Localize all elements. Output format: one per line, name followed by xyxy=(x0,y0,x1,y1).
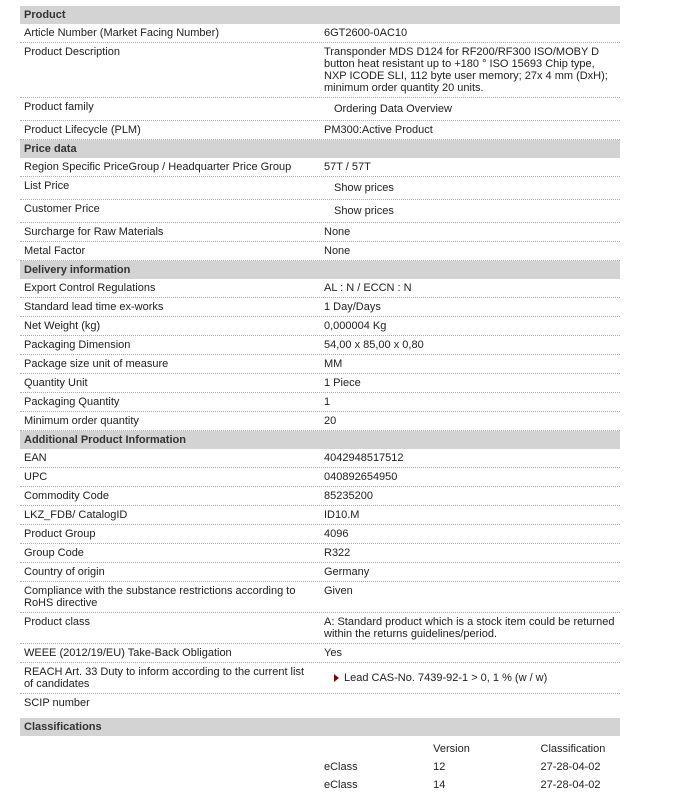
row-value: R322 xyxy=(324,547,351,559)
row-label: Compliance with the substance restrictions according to RoHS directive xyxy=(24,585,296,609)
row-commodity-code xyxy=(20,487,620,506)
row-label: Packaging Dimension xyxy=(24,339,131,351)
row-label: Standard lead time ex-works xyxy=(24,301,164,313)
row-value: ID10.M xyxy=(324,509,360,521)
row-value: Transponder MDS D124 for RF200/RF300 ISO/MOBY D button heat resistant up to +180 ° ISO 15693 Chip type, NXP ICODE SLI, 112 byte user memory; 27x 4 mm (DxH); minimum order quantity 20 units. xyxy=(324,46,608,94)
row-label: Packaging Quantity xyxy=(24,396,120,408)
row-customer-price xyxy=(20,200,620,223)
row-value: MM xyxy=(324,358,343,370)
row-label: Minimum order quantity xyxy=(24,415,139,427)
classification-version: 14 xyxy=(433,779,446,791)
row-label: SCIP number xyxy=(24,697,90,709)
product-data-table xyxy=(20,6,620,794)
classification-row xyxy=(324,758,620,776)
row-group-code xyxy=(20,544,620,563)
section-header-product: Product xyxy=(20,6,620,24)
row-scip-number xyxy=(20,694,620,718)
classification-row xyxy=(324,776,620,794)
row-standard-lead-time-ex-works xyxy=(20,298,620,317)
row-value: None xyxy=(324,245,351,257)
row-value[interactable] xyxy=(320,663,620,693)
row-value xyxy=(320,694,620,712)
row-ean xyxy=(20,449,620,468)
classification-system: eClass xyxy=(324,761,358,773)
row-label: Net Weight (kg) xyxy=(24,320,101,332)
row-export-control-regulations xyxy=(20,279,620,298)
row-product-class xyxy=(20,613,620,644)
row-value: 0,000004 Kg xyxy=(324,320,387,332)
section-header-price-data: Price data xyxy=(20,140,620,158)
row-label: REACH Art. 33 Duty to inform according to the current list of candidates xyxy=(24,666,305,690)
row-value: AL : N / ECCN : N xyxy=(324,282,412,294)
row-upc xyxy=(20,468,620,487)
row-value[interactable]: Show prices xyxy=(334,205,394,217)
row-product-description xyxy=(20,43,620,98)
row-value: None xyxy=(324,226,351,238)
row-value: Given xyxy=(324,585,353,597)
reach-substance-link[interactable]: Lead CAS-No. 7439-92-1 > 0, 1 % (w / w) xyxy=(344,672,548,684)
row-quantity-unit xyxy=(20,374,620,393)
row-value: 040892654950 xyxy=(324,471,398,483)
classifications-header-row xyxy=(324,740,620,758)
row-label: WEEE (2012/19/EU) Take-Back Obligation xyxy=(24,647,232,659)
row-label: UPC xyxy=(24,471,48,483)
row-country-of-origin xyxy=(20,563,620,582)
classifications-table xyxy=(324,740,620,794)
classification-version: 12 xyxy=(433,761,446,773)
row-label: List Price xyxy=(24,180,70,192)
row-label: Product Group xyxy=(24,528,96,540)
row-value: 1 xyxy=(324,396,331,408)
row-surcharge-for-raw-materials xyxy=(20,223,620,242)
row-value: PM300:Active Product xyxy=(324,124,433,136)
col-header-classification: Classification xyxy=(540,743,606,755)
row-label: Export Control Regulations xyxy=(24,282,156,294)
row-product-group xyxy=(20,525,620,544)
row-label: Article Number (Market Facing Number) xyxy=(24,27,219,39)
row-label: EAN xyxy=(24,452,47,464)
row-article-number-market-facing-number xyxy=(20,24,620,43)
row-metal-factor xyxy=(20,242,620,261)
row-value[interactable]: Show prices xyxy=(334,182,394,194)
row-net-weight-kg xyxy=(20,317,620,336)
row-value: 4096 xyxy=(324,528,349,540)
row-label: Customer Price xyxy=(24,203,100,215)
row-label: Metal Factor xyxy=(24,245,86,257)
row-label: Package size unit of measure xyxy=(24,358,169,370)
row-label: Product Description xyxy=(24,46,120,58)
row-value: 54,00 x 85,00 x 0,80 xyxy=(324,339,424,351)
row-minimum-order-quantity xyxy=(20,412,620,431)
row-region-specific-pricegroup-headquarter-p xyxy=(20,158,620,177)
row-value: 1 Day/Days xyxy=(324,301,381,313)
classification-code: 27-28-04-02 xyxy=(540,779,601,791)
row-lkz-fdb-catalogid xyxy=(20,506,620,525)
row-value: Germany xyxy=(324,566,370,578)
expand-arrow-icon[interactable] xyxy=(334,674,339,682)
row-value: 85235200 xyxy=(324,490,373,502)
row-product-lifecycle-plm xyxy=(20,121,620,140)
row-list-price xyxy=(20,177,620,200)
row-label: Commodity Code xyxy=(24,490,109,502)
section-header-additional-product-information: Additional Product Information xyxy=(20,431,620,449)
col-header-system xyxy=(324,740,433,758)
section-header-classifications: Classifications xyxy=(20,718,620,736)
row-compliance-with-the-substance-restrictio xyxy=(20,582,620,613)
row-product-family xyxy=(20,98,620,121)
classification-code: 27-28-04-02 xyxy=(540,761,601,773)
row-value: A: Standard product which is a stock item could be returned within the returns guidelines/period. xyxy=(324,616,615,640)
row-label: Product Lifecycle (PLM) xyxy=(24,124,141,136)
row-reach-art-33-duty-to-inform-according-to xyxy=(20,663,620,694)
row-label: Surcharge for Raw Materials xyxy=(24,226,164,238)
row-label: LKZ_FDB/ CatalogID xyxy=(24,509,128,521)
row-value: 57T / 57T xyxy=(324,161,371,173)
row-label: Region Specific PriceGroup / Headquarter Price Group xyxy=(24,161,292,173)
row-package-size-unit-of-measure xyxy=(20,355,620,374)
row-packaging-dimension xyxy=(20,336,620,355)
row-value: 6GT2600-0AC10 xyxy=(324,27,408,39)
row-value[interactable]: Ordering Data Overview xyxy=(334,103,452,115)
classification-system: eClass xyxy=(324,779,358,791)
row-value: 4042948517512 xyxy=(324,452,404,464)
row-label: Product class xyxy=(24,616,91,628)
row-packaging-quantity xyxy=(20,393,620,412)
section-header-delivery-information: Delivery information xyxy=(20,261,620,279)
row-label: Quantity Unit xyxy=(24,377,88,389)
row-label: Product family xyxy=(24,101,94,113)
row-value: 20 xyxy=(324,415,337,427)
row-label: Group Code xyxy=(24,547,84,559)
row-value: 1 Piece xyxy=(324,377,361,389)
col-header-version: Version xyxy=(433,743,470,755)
row-label: Country of origin xyxy=(24,566,105,578)
row-weee-2012-19-eu-take-back-obligation xyxy=(20,644,620,663)
row-value: Yes xyxy=(324,647,342,659)
